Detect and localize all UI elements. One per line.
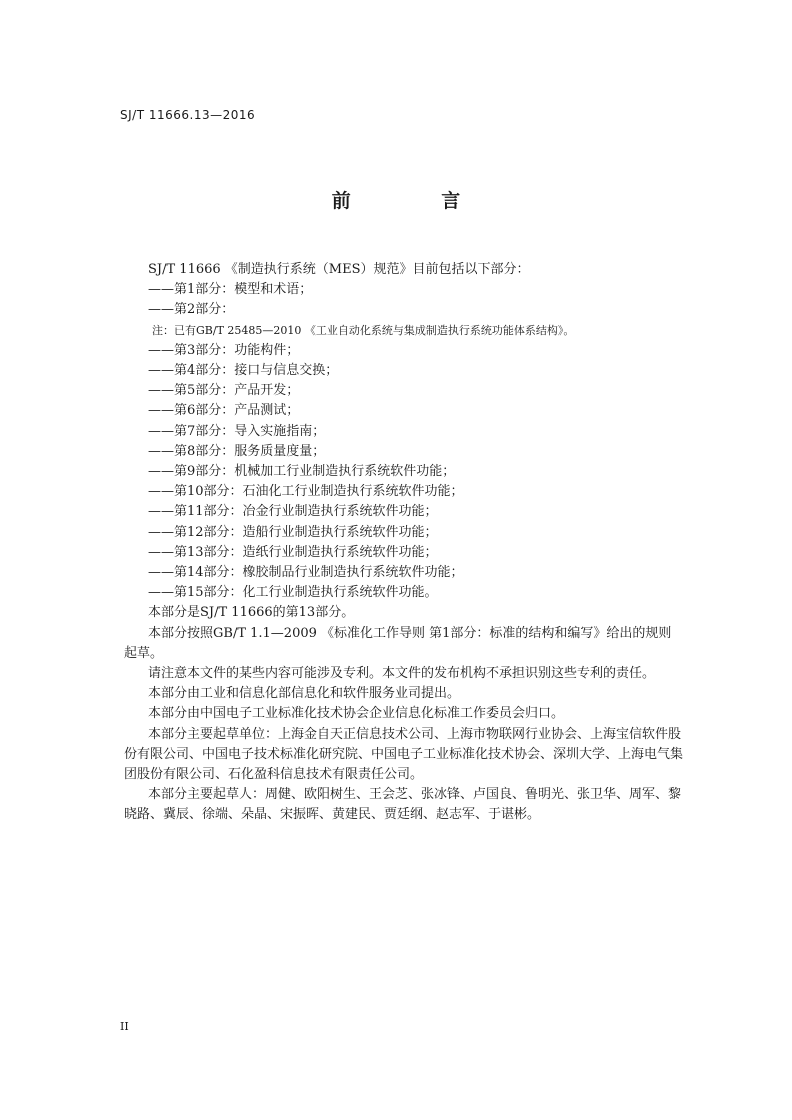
paragraph: 本部分按照GB/T 1.1—2009 《标准化工作导则 第1部分：标准的结构和编写》给出的规则起草。 — [124, 625, 672, 661]
part-item: ——第14部分：橡胶制品行业制造执行系统软件功能； — [148, 565, 464, 581]
document-code-header: SJ/T 11666.13—2016 — [120, 108, 256, 122]
part-item: ——第2部分： — [148, 302, 235, 318]
part-item: ——第3部分：功能构件； — [148, 342, 300, 358]
part-item: ——第15部分：化工行业制造执行系统软件功能。 — [148, 585, 438, 601]
part-item: ——第1部分：模型和术语； — [148, 282, 313, 298]
part-item: ——第11部分：冶金行业制造执行系统软件功能； — [148, 504, 438, 520]
page-number: II — [120, 1020, 129, 1033]
paragraph: 本部分是SJ/T 11666的第13部分。 — [148, 605, 355, 621]
page-title: 前 言 — [331, 190, 503, 212]
paragraph: 请注意本文件的某些内容可能涉及专利。本文件的发布机构不承担识别这些专利的责任。 — [148, 666, 656, 682]
intro-line: SJ/T 11666 《制造执行系统（MES）规范》目前包括以下部分： — [148, 262, 530, 277]
paragraph: 本部分由工业和信息化部信息化和软件服务业司提出。 — [148, 686, 461, 702]
paragraph: 本部分主要起草单位：上海金自天正信息技术公司、上海市物联网行业协会、上海宝信软件股份有限公司、中国电子技术标准化研究院、中国电子工业标准化技术协会、深圳大学、上海电气集团股份有限公司、石化盈科信息技术有限责任公司。 — [124, 726, 684, 783]
part-item: ——第10部分：石油化工行业制造执行系统软件功能； — [148, 484, 464, 500]
part-item: ——第9部分：机械加工行业制造执行系统软件功能； — [148, 464, 456, 480]
part-item: ——第7部分：导入实施指南； — [148, 423, 326, 439]
part-item: ——第6部分：产品测试； — [148, 403, 300, 419]
part-item: ——第12部分：造船行业制造执行系统软件功能； — [148, 524, 438, 540]
part-item: ——第8部分：服务质量度量； — [148, 443, 326, 459]
paragraph: 本部分由中国电子工业标准化技术协会企业信息化标准工作委员会归口。 — [148, 706, 565, 722]
part-item: ——第13部分：造纸行业制造执行系统软件功能； — [148, 544, 438, 560]
foreword-body — [124, 260, 684, 826]
part-note: 注：已有GB/T 25485—2010 《工业自动化系统与集成制造执行系统功能体系结构》。 — [152, 323, 575, 337]
paragraph: 本部分主要起草人：周健、欧阳树生、王会芝、张冰锋、卢国良、鲁明光、张卫华、周军、黎晓路、冀辰、徐端、朵晶、宋振晖、黄建民、贾廷纲、赵志军、于谌彬。 — [124, 787, 682, 823]
part-item: ——第4部分：接口与信息交换； — [148, 363, 339, 379]
part-item: ——第5部分：产品开发； — [148, 383, 300, 399]
